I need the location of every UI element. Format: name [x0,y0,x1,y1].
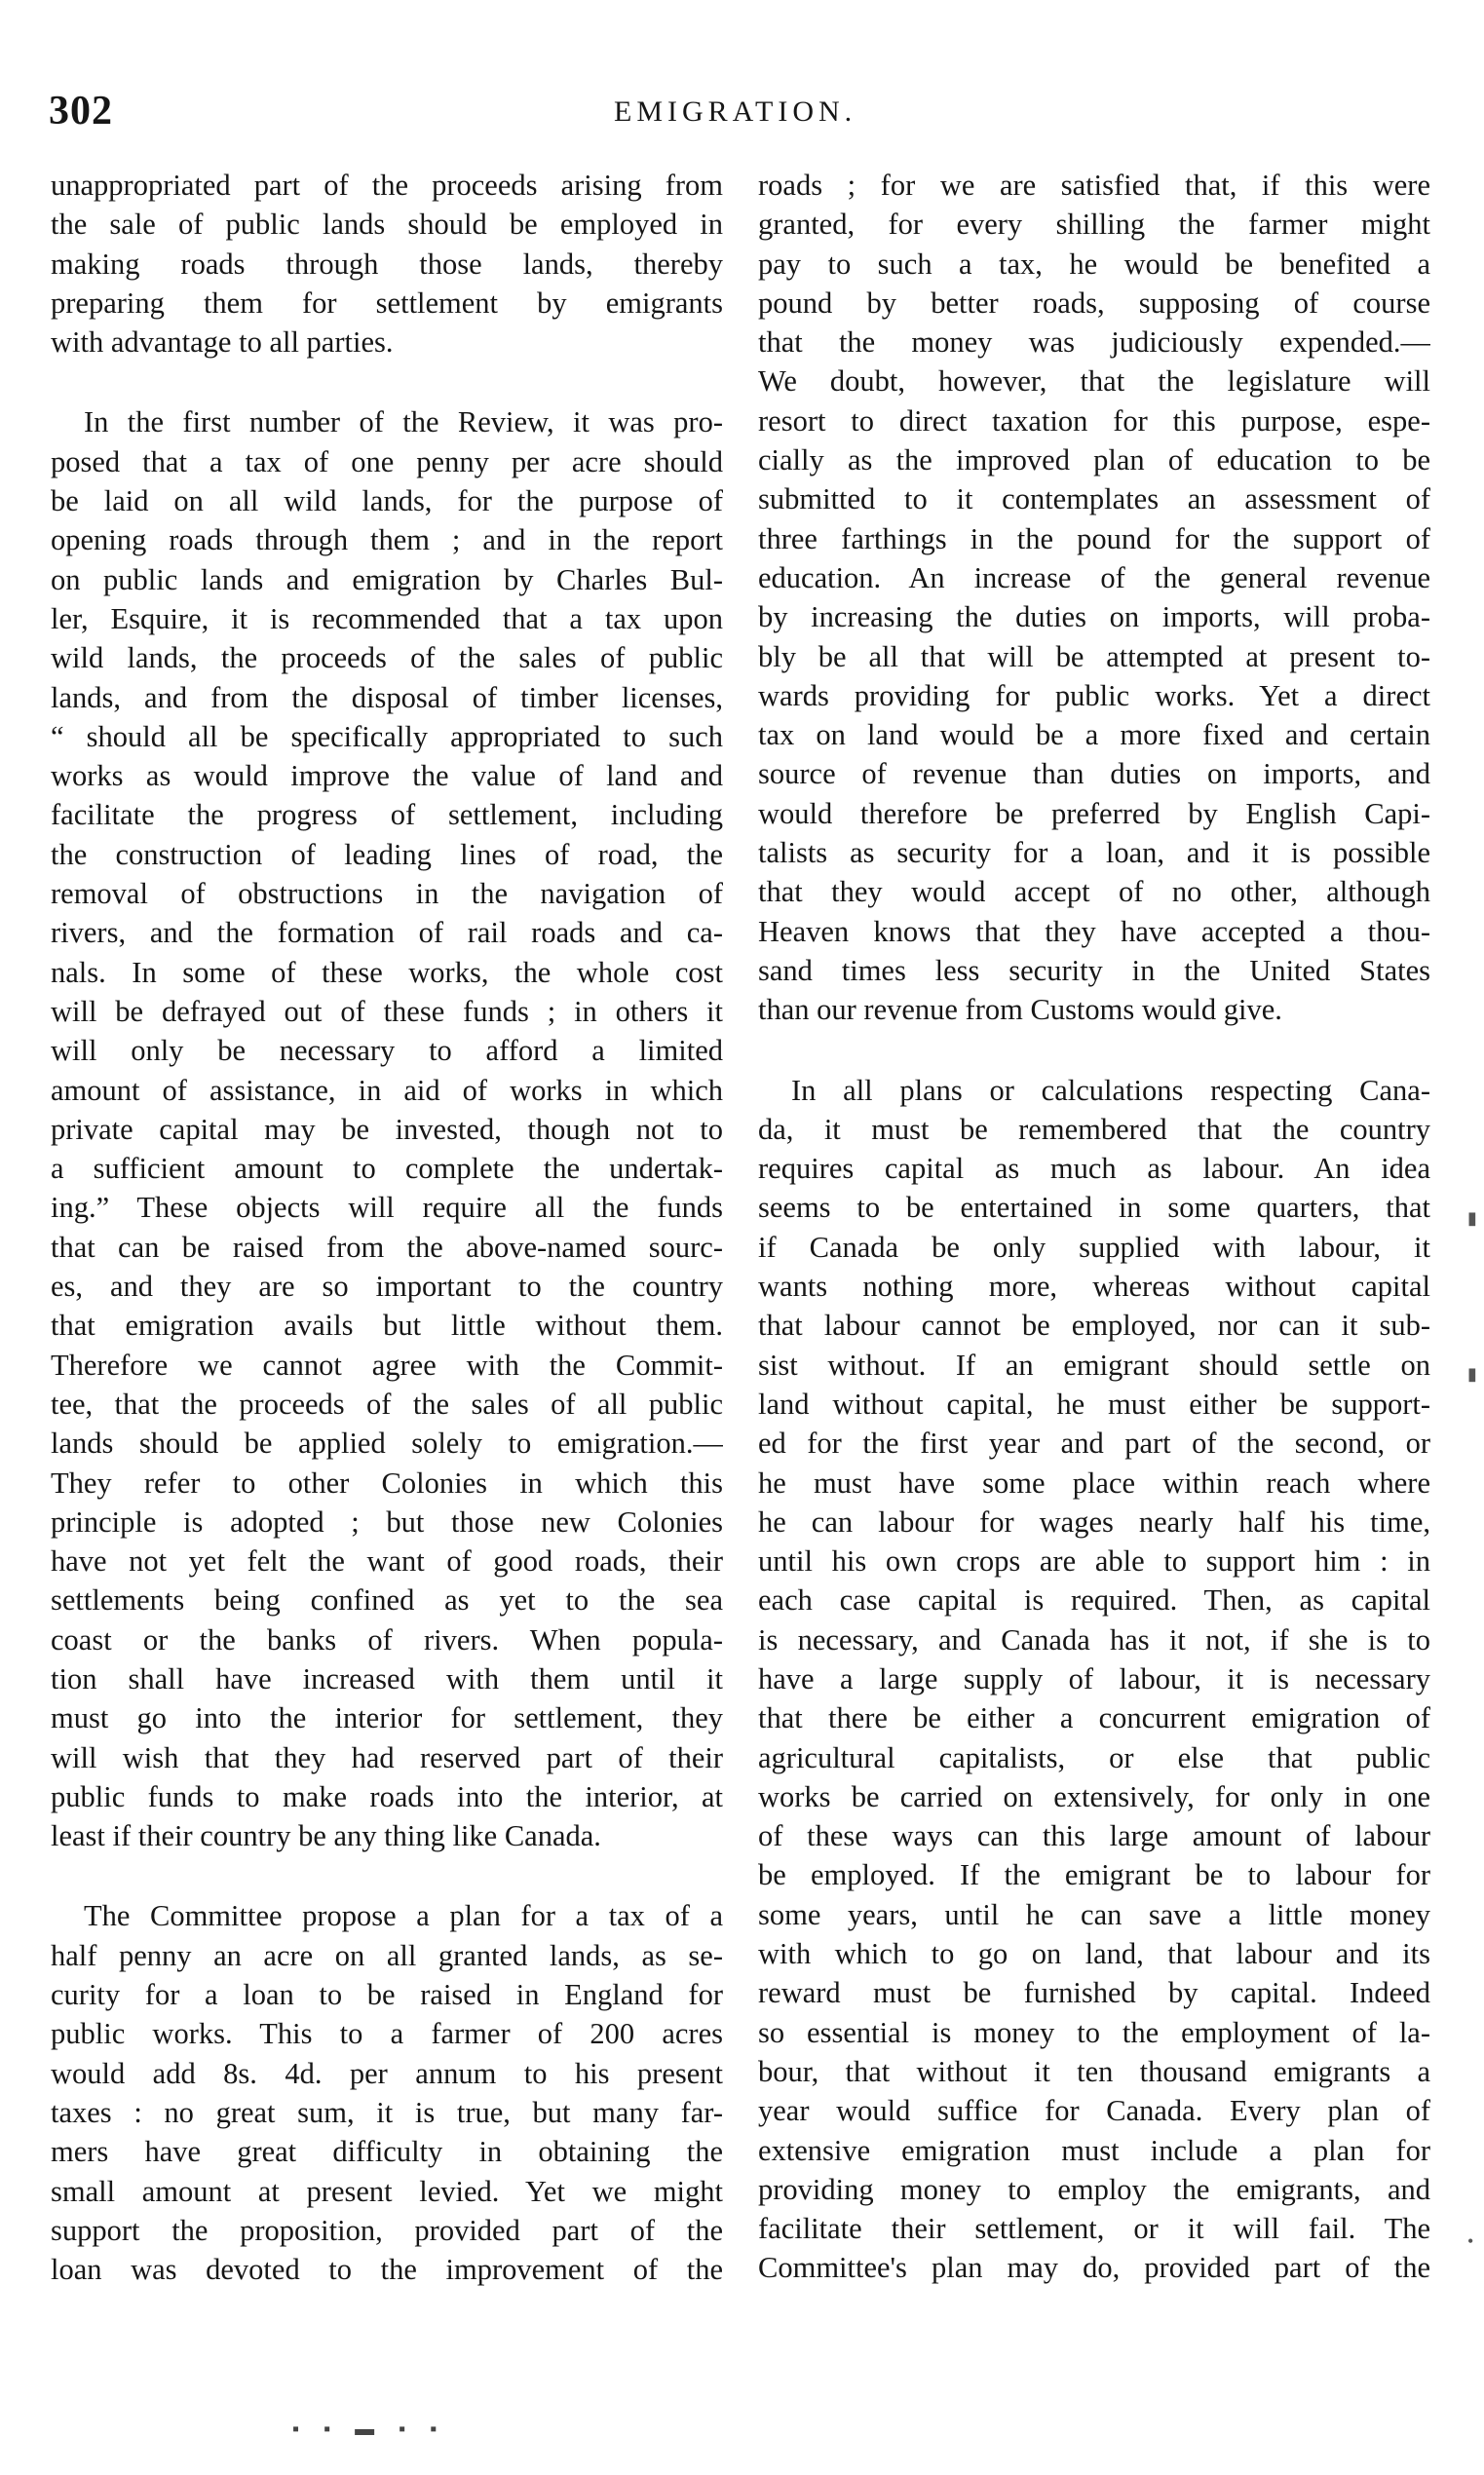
text-line: providing money to employ the emigrants, and [758,2172,1430,2206]
margin-mark: • [1467,2231,1474,2251]
text-line: opening roads through them ; and in the report [51,523,723,557]
text-line: that they would accept of no other, although [758,875,1430,909]
text-line: that emigration avails but little without them. [51,1309,723,1343]
text-line: ed for the first year and part of the second, or [758,1427,1430,1461]
text-line: sand times less security in the United States [758,953,1430,987]
text-line: be laid on all wild lands, for the purpose of [51,484,723,518]
text-line: source of revenue than duties on imports, and [758,757,1430,791]
text-line: than our revenue from Customs would give. [758,993,1282,1027]
text-line: year would suffice for Canada. Every plan of [758,2094,1430,2128]
text-line: submitted to it contemplates an assessment of [758,482,1430,516]
text-line: lands, and from the disposal of timber licenses, [51,680,723,714]
paragraph-gap [758,1030,1430,1071]
text-line: half penny an acre on all granted lands, as se- [51,1938,723,1972]
text-line: Committee's plan may do, provided part of the [758,2251,1430,2285]
text-line: posed that a tax of one penny per acre should [51,444,723,478]
text-line: curity for a loan to be raised in England for [51,1978,723,2012]
text-line: loan was devoted to the improvement of the [51,2253,723,2287]
text-line: In all plans or calculations respecting Cana- [791,1073,1430,1107]
text-line: by increasing the duties on imports, will proba- [758,600,1430,634]
text-line: private capital may be invested, though not to [51,1112,723,1146]
text-line: until his own crops are able to support him : in [758,1544,1430,1579]
text-line: ing.” These objects will require all the funds [51,1191,723,1225]
text-line: talists as security for a loan, and it is possible [758,836,1430,870]
text-line: preparing them for settlement by emigrants [51,286,723,320]
text-line: Therefore we cannot agree with the Commit- [51,1348,723,1382]
text-line: he can labour for wages nearly half his time, [758,1504,1430,1539]
text-line: will wish that they had reserved part of their [51,1740,723,1774]
text-line: land without capital, he must either be support- [758,1387,1430,1421]
text-line: removal of obstructions in the navigation of [51,877,723,911]
text-line: We doubt, however, that the legislature will [758,364,1430,399]
left-text-column [51,166,723,2289]
text-line: that labour cannot be employed, nor can it sub- [758,1309,1430,1343]
text-line: lands should be applied solely to emigration.— [51,1427,723,1461]
text-line: extensive emigration must include a plan for [758,2133,1430,2167]
text-line: agricultural capitalists, or else that public [758,1740,1430,1774]
text-line: roads ; for we are satisfied that, if this were [758,169,1430,202]
text-line: cially as the improved plan of education to be [758,443,1430,477]
text-line: settlements being confined as yet to the sea [51,1583,723,1618]
text-line: will only be necessary to afford a limited [51,1034,723,1068]
text-line: facilitate the progress of settlement, including [51,798,723,832]
text-line: a sufficient amount to complete the undertak- [51,1152,723,1186]
text-line: support the proposition, provided part of the [51,2213,723,2247]
text-line: wards providing for public works. Yet a direct [758,678,1430,712]
text-line: public funds to make roads into the interior, at [51,1779,723,1813]
text-line: mers have great difficulty in obtaining the [51,2135,723,2169]
text-line: three farthings in the pound for the support of [758,521,1430,555]
margin-mark: ▮ [1467,1208,1477,1228]
text-line: have a large supply of labour, it is necessary [758,1661,1430,1695]
text-line: on public lands and emigration by Charles Bul- [51,562,723,596]
text-line: Heaven knows that they have accepted a thou- [758,914,1430,948]
text-line: rivers, and the formation of rail roads and ca- [51,916,723,950]
text-line: must go into the interior for settlement, they [51,1701,723,1735]
text-line: pay to such a tax, he would be benefited a [758,247,1430,281]
text-line: works be carried on extensively, for only in one [758,1779,1430,1813]
text-line: resort to direct taxation for this purpose, espe- [758,403,1430,438]
text-line: bour, that without it ten thousand emigrants a [758,2054,1430,2088]
text-line: tion shall have increased with them until it [51,1661,723,1695]
text-line: small amount at present levied. Yet we might [51,2174,723,2208]
text-line: granted, for every shilling the farmer might [758,208,1430,242]
text-line: da, it must be remembered that the country [758,1112,1430,1146]
text-line: would therefore be preferred by English Capi- [758,796,1430,830]
text-line: with which to go on land, that labour and its [758,1937,1430,1971]
text-line: wants nothing more, whereas without capital [758,1270,1430,1304]
paragraph-gap [51,362,723,402]
text-line: if Canada be only supplied with labour, it [758,1230,1430,1264]
text-line: that can be raised from the above-named sourc- [51,1230,723,1264]
text-line: some years, until he can save a little money [758,1897,1430,1931]
text-line: so essential is money to the employment of la- [758,2015,1430,2049]
text-line: reward must be furnished by capital. Indeed [758,1976,1430,2010]
bottom-print-marks: ▪ ▪ ▬ ▪ ▪ [292,2418,447,2440]
margin-mark: ▮ [1467,1364,1477,1384]
running-title: EMIGRATION. [614,95,857,128]
text-line: that there be either a concurrent emigration of [758,1701,1430,1735]
text-line: unappropriated part of the proceeds arising from [51,169,723,202]
text-line: the construction of leading lines of road, the [51,837,723,871]
text-line: facilitate their settlement, or it will fail. The [758,2212,1430,2246]
right-text-column [758,166,1430,2288]
text-line: requires capital as much as labour. An idea [758,1152,1430,1186]
text-line: The Committee propose a plan for a tax of a [84,1899,723,1933]
text-line: would add 8s. 4d. per annum to his present [51,2056,723,2090]
text-line: seems to be entertained in some quarters, that [758,1191,1430,1225]
page-number: 302 [49,89,113,133]
text-line: tax on land would be a more fixed and certain [758,718,1430,752]
text-line: public works. This to a farmer of 200 acres [51,2017,723,2051]
text-line: wild lands, the proceeds of the sales of public [51,641,723,675]
text-line: with advantage to all parties. [51,325,394,360]
text-line: “ should all be specifically appropriated to such [51,719,723,753]
text-line: es, and they are so important to the country [51,1270,723,1304]
text-line: ler, Esquire, it is recommended that a tax upon [51,601,723,635]
text-line: They refer to other Colonies in which this [51,1466,723,1500]
text-line: education. An increase of the general revenue [758,560,1430,594]
text-line: the sale of public lands should be employed in [51,208,723,242]
text-line: will be defrayed out of these funds ; in others it [51,994,723,1028]
text-line: amount of assistance, in aid of works in which [51,1073,723,1107]
text-line: making roads through those lands, thereby [51,247,723,281]
text-line: principle is adopted ; but those new Colonies [51,1504,723,1539]
text-line: each case capital is required. Then, as capital [758,1583,1430,1618]
paragraph-gap [51,1855,723,1896]
text-line: taxes : no great sum, it is true, but many far- [51,2095,723,2129]
text-line: tee, that the proceeds of the sales of all public [51,1387,723,1421]
text-line: pound by better roads, supposing of course [758,286,1430,320]
text-line: In the first number of the Review, it was pro- [84,405,723,439]
text-line: that the money was judiciously expended.— [758,325,1430,360]
text-line: sist without. If an emigrant should settle on [758,1348,1430,1382]
text-line: works as would improve the value of land and [51,759,723,793]
text-line: coast or the banks of rivers. When popula- [51,1622,723,1656]
text-line: have not yet felt the want of good roads, their [51,1544,723,1579]
text-line: bly be all that will be attempted at present to- [758,639,1430,673]
page-header [49,88,1432,136]
text-line: nals. In some of these works, the whole cost [51,955,723,989]
text-line: be employed. If the emigrant be to labour for [758,1858,1430,1892]
text-line: he must have some place within reach where [758,1466,1430,1500]
text-line: is necessary, and Canada has it not, if she is to [758,1622,1430,1656]
text-line: least if their country be any thing like Canada. [51,1819,601,1853]
text-line: of these ways can this large amount of labour [758,1819,1430,1853]
